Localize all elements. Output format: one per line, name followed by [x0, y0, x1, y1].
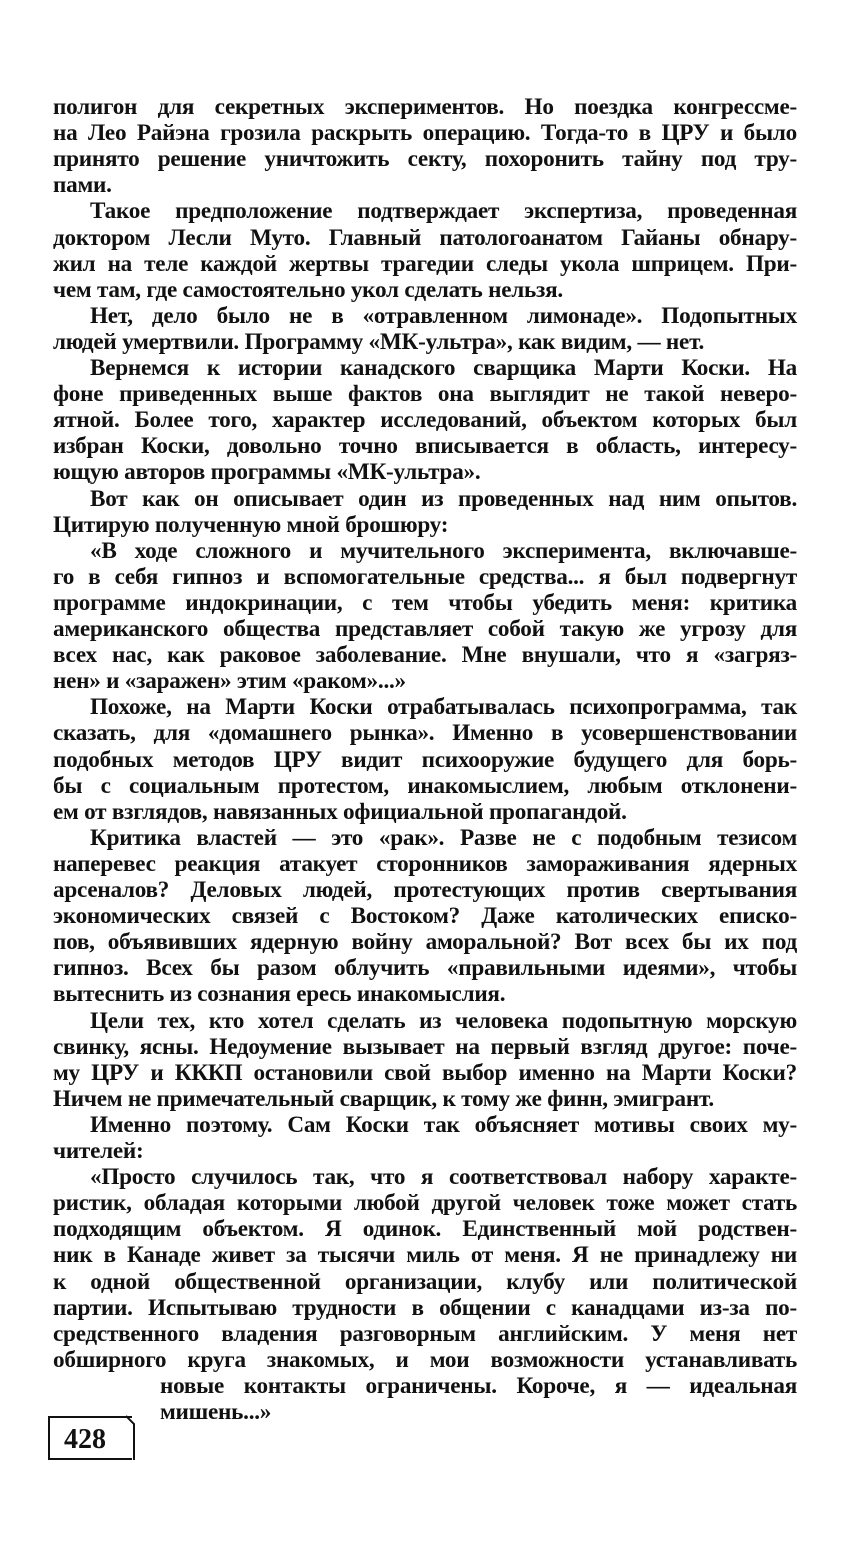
text-line: гипноз. Всех бы разом облучить «правильными идеями», чтобы [53, 955, 797, 982]
text-line: пами. [53, 172, 112, 199]
text-line: го в себя гипноз и вспомогательные средства... я был подвергнут [53, 563, 797, 590]
text-line: полигон для секретных экспериментов. Но поездка конгрессме- [53, 94, 797, 120]
text-line: чителей: [53, 1138, 144, 1164]
text-line: нен» и «заражен» этим «раком»...» [53, 668, 406, 695]
text-line: сказать, для «домашнего рынка». Именно в усовершенствовании [53, 720, 797, 747]
text-line: ятной. Более того, характер исследований, объектом которых был [53, 407, 797, 434]
text-line: Именно поэтому. Сам Коски так объясняет мотивы своих му- [90, 1111, 797, 1138]
text-line: наперевес реакция атакует сторонников замораживания ядерных [53, 850, 797, 877]
text-line: экономических связей с Востоком? Даже католических еписко- [53, 903, 797, 930]
text-line: Похоже, на Марти Коски отрабатывалась психопрограмма, так [90, 694, 797, 721]
text-line: к одной общественной организации, клубу или политической [53, 1268, 797, 1295]
text-line: Нет, дело было не в «отравленном лимонаде». Подопытных [90, 302, 797, 329]
text-line: людей умертвили. Программу «МК-ультра», как видим, — нет. [53, 328, 705, 355]
text-line: «Просто случилось так, что я соответствовал набору характе- [90, 1164, 797, 1191]
text-line: Цитирую полученную мной брошюру: [53, 511, 449, 538]
text-line: ристик, обладая которыми любой другой человек тоже может стать [53, 1190, 797, 1217]
text-line: чем там, где самостоятельно укол сделать нельзя. [53, 276, 563, 303]
text-line: избран Коски, довольно точно вписывается в область, интересу- [53, 433, 797, 460]
text-line: американского общества представляет собой такую же угрозу для [53, 616, 797, 642]
text-line: ющую авторов программы «МК-ультра». [53, 459, 481, 486]
text-line: ник в Канаде живет за тысячи миль от меня. Я не принадлежу ни [53, 1242, 797, 1269]
text-line: программе индокринации, с тем чтобы убедить меня: критика [53, 589, 797, 616]
text-line: на Лео Райэна грозила раскрыть операцию. Тогда-то в ЦРУ и было [53, 120, 797, 147]
text-line: жил на теле каждой жертвы трагедии следы укола шприцем. При- [53, 250, 797, 277]
text-line: бы с социальным протестом, инакомыслием, любым отклонени- [53, 772, 797, 799]
text-line: Критика властей — это «рак». Разве не с подобным тезисом [90, 824, 797, 851]
page-number-corner-fold [124, 1414, 140, 1462]
text-line: му ЦРУ и КККП остановили свой выбор именно на Марти Коски? [53, 1059, 797, 1086]
text-line: средственного владения разговорным английским. У меня нет [53, 1320, 797, 1347]
text-line: подходящим объектом. Я одинок. Единственный мой родствен- [53, 1216, 797, 1243]
text-line: вытеснить из сознания ересь инакомыслия. [53, 981, 506, 1008]
text-line: фоне приведенных выше фактов она выглядит не такой неверо- [53, 381, 797, 408]
text-line: Такое предположение подтверждает экспертиза, проведенная [90, 198, 797, 225]
text-line: Вот как он описывает один из проведенных над ним опытов. [90, 485, 797, 512]
text-line: всех нас, как раковое заболевание. Мне внушали, что я «загряз- [53, 642, 797, 669]
page-number: 428 [64, 1424, 106, 1455]
text-line: «В ходе сложного и мучительного эксперимента, включавше- [90, 537, 797, 564]
text-line: обширного круга знакомых, и мои возможности устанавливать [53, 1346, 797, 1373]
page-number-box [48, 1416, 132, 1460]
text-line: партии. Испытываю трудности в общении с канадцами из-за по- [53, 1294, 797, 1321]
text-line: мишень...» [160, 1399, 272, 1425]
text-line: Ничем не примечательный сварщик, к тому же финн, эмигрант. [53, 1085, 714, 1112]
text-line: принято решение уничтожить секту, похоронить тайну под тру- [53, 146, 797, 173]
text-line: свинку, ясны. Недоумение вызывает на первый взгляд другое: поче- [53, 1033, 797, 1060]
text-line: подобных методов ЦРУ видит психооружие будущего для борь- [53, 746, 797, 773]
text-line: Цели тех, кто хотел сделать из человека подопытную морскую [90, 1007, 797, 1034]
text-line: ем от взглядов, навязанных официальной пропагандой. [53, 798, 627, 825]
text-line: Вернемся к истории канадского сварщика Марти Коски. На [90, 355, 797, 381]
text-line: арсеналов? Деловых людей, протестующих против свертывания [53, 877, 797, 903]
text-line: доктором Лесли Муто. Главный патологоанатом Гайаны обнару- [53, 224, 797, 251]
text-line: новые контакты ограничены. Короче, я — идеальная [160, 1372, 797, 1399]
text-line: пов, объявивших ядерную войну аморальной? Вот всех бы их под [53, 929, 797, 956]
